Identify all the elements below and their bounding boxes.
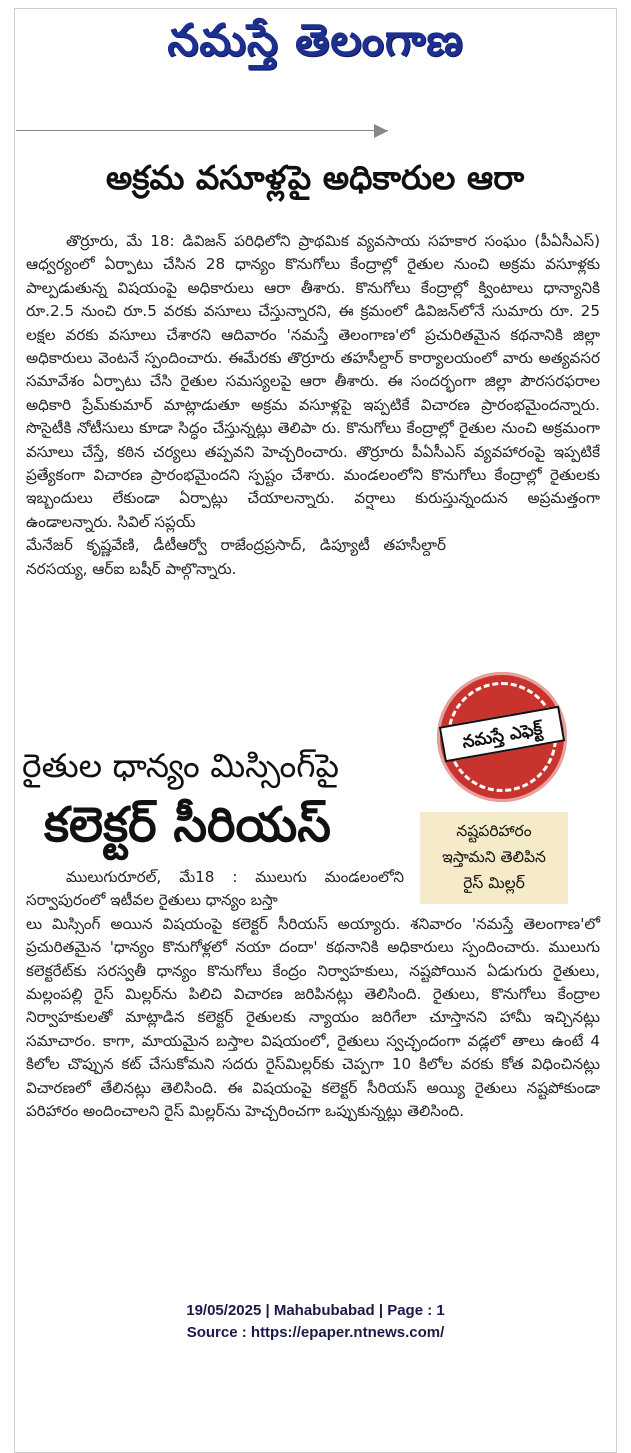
- footer-date-line: 19/05/2025 | Mahabubabad | Page : 1: [186, 1302, 445, 1319]
- namaste-effect-stamp: [437, 672, 567, 802]
- divider-arrow-line: [16, 130, 388, 131]
- highlight-line2: ఇస్తామని తెలిపిన: [442, 848, 546, 866]
- arrow-icon: [374, 124, 388, 138]
- highlight-line3: రైస్ మిల్లర్: [463, 874, 525, 892]
- footer-source-link[interactable]: Source : https://epaper.ntnews.com/: [186, 1324, 445, 1341]
- article-paragraph: తొర్రూరు, మే 18: డివిజన్ పరిధిలోని ప్రాథమిక వ్యవసాయ సహకార సంఘం (పీఏసీఎస్) ఆధ్వర్యంలో ఏర్పాటు చేసిన 28 ధాన్యం కొనుగోలు కేంద్రాల్లో రైతుల నుంచి అక్రమ వసూళ్లకు పాల్పడుతున్న విషయంపై అధికారులు ఆరా తీశారు. కొనుగోలు కేంద్రాల్లో క్వింటాలు ధాన్యానికి రూ.2.5 నుంచి రూ.5 వరకు వసూలు చేస్తున్నారని, ఈ క్రమంలో డివిజన్‌లోనే సుమారు రూ. 25 లక్షల వరకు వసూలు చేశారని ఆదివారం 'నమస్తే తెలంగాణ'లో ప్రచురితమైన కథనానికి జిల్లా అధికారులు వెంటనే స్పందించారు. ఈమేరకు తొర్రూరు తహసీల్దార్ కార్యాలయంలో వారు అత్యవసర సమావేశం ఏర్పాటు చేసి రైతుల సమస్యలపై ఆరా తీశారు. ఈ సందర్భంగా జిల్లా పౌరసరఫరాల అధికారి ప్రేమ్‌కుమార్ మాట్లాడుతూ అక్రమ వసూళ్లపై ఇప్పటికే విచారణ ప్రారంభమైందన్నారు. సొసైటీకి నోటీసులు కూడా సిద్ధం చేస్తున్నట్లు తెలిపా రు. కొనుగోలు కేంద్రాల్లో రైతుల నుంచి అక్రమంగా వసూలు చేస్తే, కఠిన చర్యలు తప్పవని హెచ్చరించారు. తొర్రూరు పీఏసీఎస్ వ్యవహారంపై ఇప్పటికే ప్రత్యేకంగా విచారణ ప్రారంభమైందని స్పష్టం చేశారు. మండలంలోని కొనుగోలు కేంద్రాల్లో రైతులకు ఇబ్బందులు లేకుండా ఏర్పాట్లు చేయాలన్నారు. వర్షాలు కురుస్తున్నందున అప్రమత్తంగా ఉండాలన్నారు. సివిల్ సప్లయ్: [26, 232, 600, 531]
- subhead-line1: రైతుల ధాన్యం మిస్సింగ్‌పై: [22, 746, 339, 785]
- article-second: [26, 866, 600, 1123]
- article-main: [26, 230, 600, 581]
- article2-body: లు మిస్సింగ్ అయిన విషయంపై కలెక్టర్ సీరియస్ అయ్యారు. శనివారం 'నమస్తే తెలంగాణ'లో ప్రచురితమైన 'ధాన్యం కొనుగోళ్లలో నయా దందా' కథనానికి అధికారులు స్పందించారు. ములుగు కలెక్టరేట్‌కు సరస్వతీ ధాన్యం కొనుగోలు కేంద్రం నిర్వాహకులు, నష్టపోయిన ఏడుగురు రైతులు, మల్లంపల్లి రైస్ మిల్లర్‌ను పిలిచి విచారణ జరిపినట్లు తెలిసింది. రైతులు, కొనుగోలు కేంద్రాల నిర్వాహకులతో మాట్లాడిన కలెక్టర్ రైతులకు న్యాయం జరిగేలా చూస్తానని హామీ ఇచ్చినట్లు సమాచారం. కాగా, మాయమైన బస్తాల విషయంలో, రైతులు స్వచ్ఛందంగా వడ్లలో తాలు ఉంటే 4 కిలోల చొప్పున కట్ చేసుకోమని సదరు రైస్‌మిల్లర్‌కు చెప్పగా 10 కిలోల వరకు కోత విధించినట్లు విచారణలో తేలినట్లు తెలిసింది. ఈ విషయంపై కలెక్టర్ సీరియస్ అయ్యి రైతులు నష్టపోకుండా పరిహారం అందించాలని రైస్ మిల్లర్‌ను హెచ్చరించగా ఒప్పుకున్నట్లు తెలిసింది.: [26, 914, 600, 1121]
- masthead: [0, 10, 631, 72]
- headline: అక్రమ వసూళ్లపై అధికారుల ఆరా: [105, 158, 525, 197]
- masthead-title: నమస్తే తెలంగాణ: [167, 15, 464, 66]
- article2-lead: ములుగురూరల్, మే18 : ములుగు మండలంలోని సర్వాపురంలో ఇటీవల రైతులు ధాన్యం బస్తా: [26, 868, 404, 910]
- highlight-line1: నష్టపరిహారం: [456, 822, 532, 840]
- subhead-line2: కలెక్టర్ సీరియస్: [44, 797, 331, 853]
- article-paragraph-end: మేనేజర్ కృష్ణవేణి, డీటీఆర్వో రాజేంద్రప్రసాద్, డిప్యూటీ తహసీల్దార్ నరసయ్య, ఆర్ఐ బషీర్ పాల్గొన్నారు.: [26, 536, 446, 578]
- footer: [0, 1300, 631, 1344]
- stamp-label: నమస్తే ఎఫెక్ట్: [439, 706, 565, 763]
